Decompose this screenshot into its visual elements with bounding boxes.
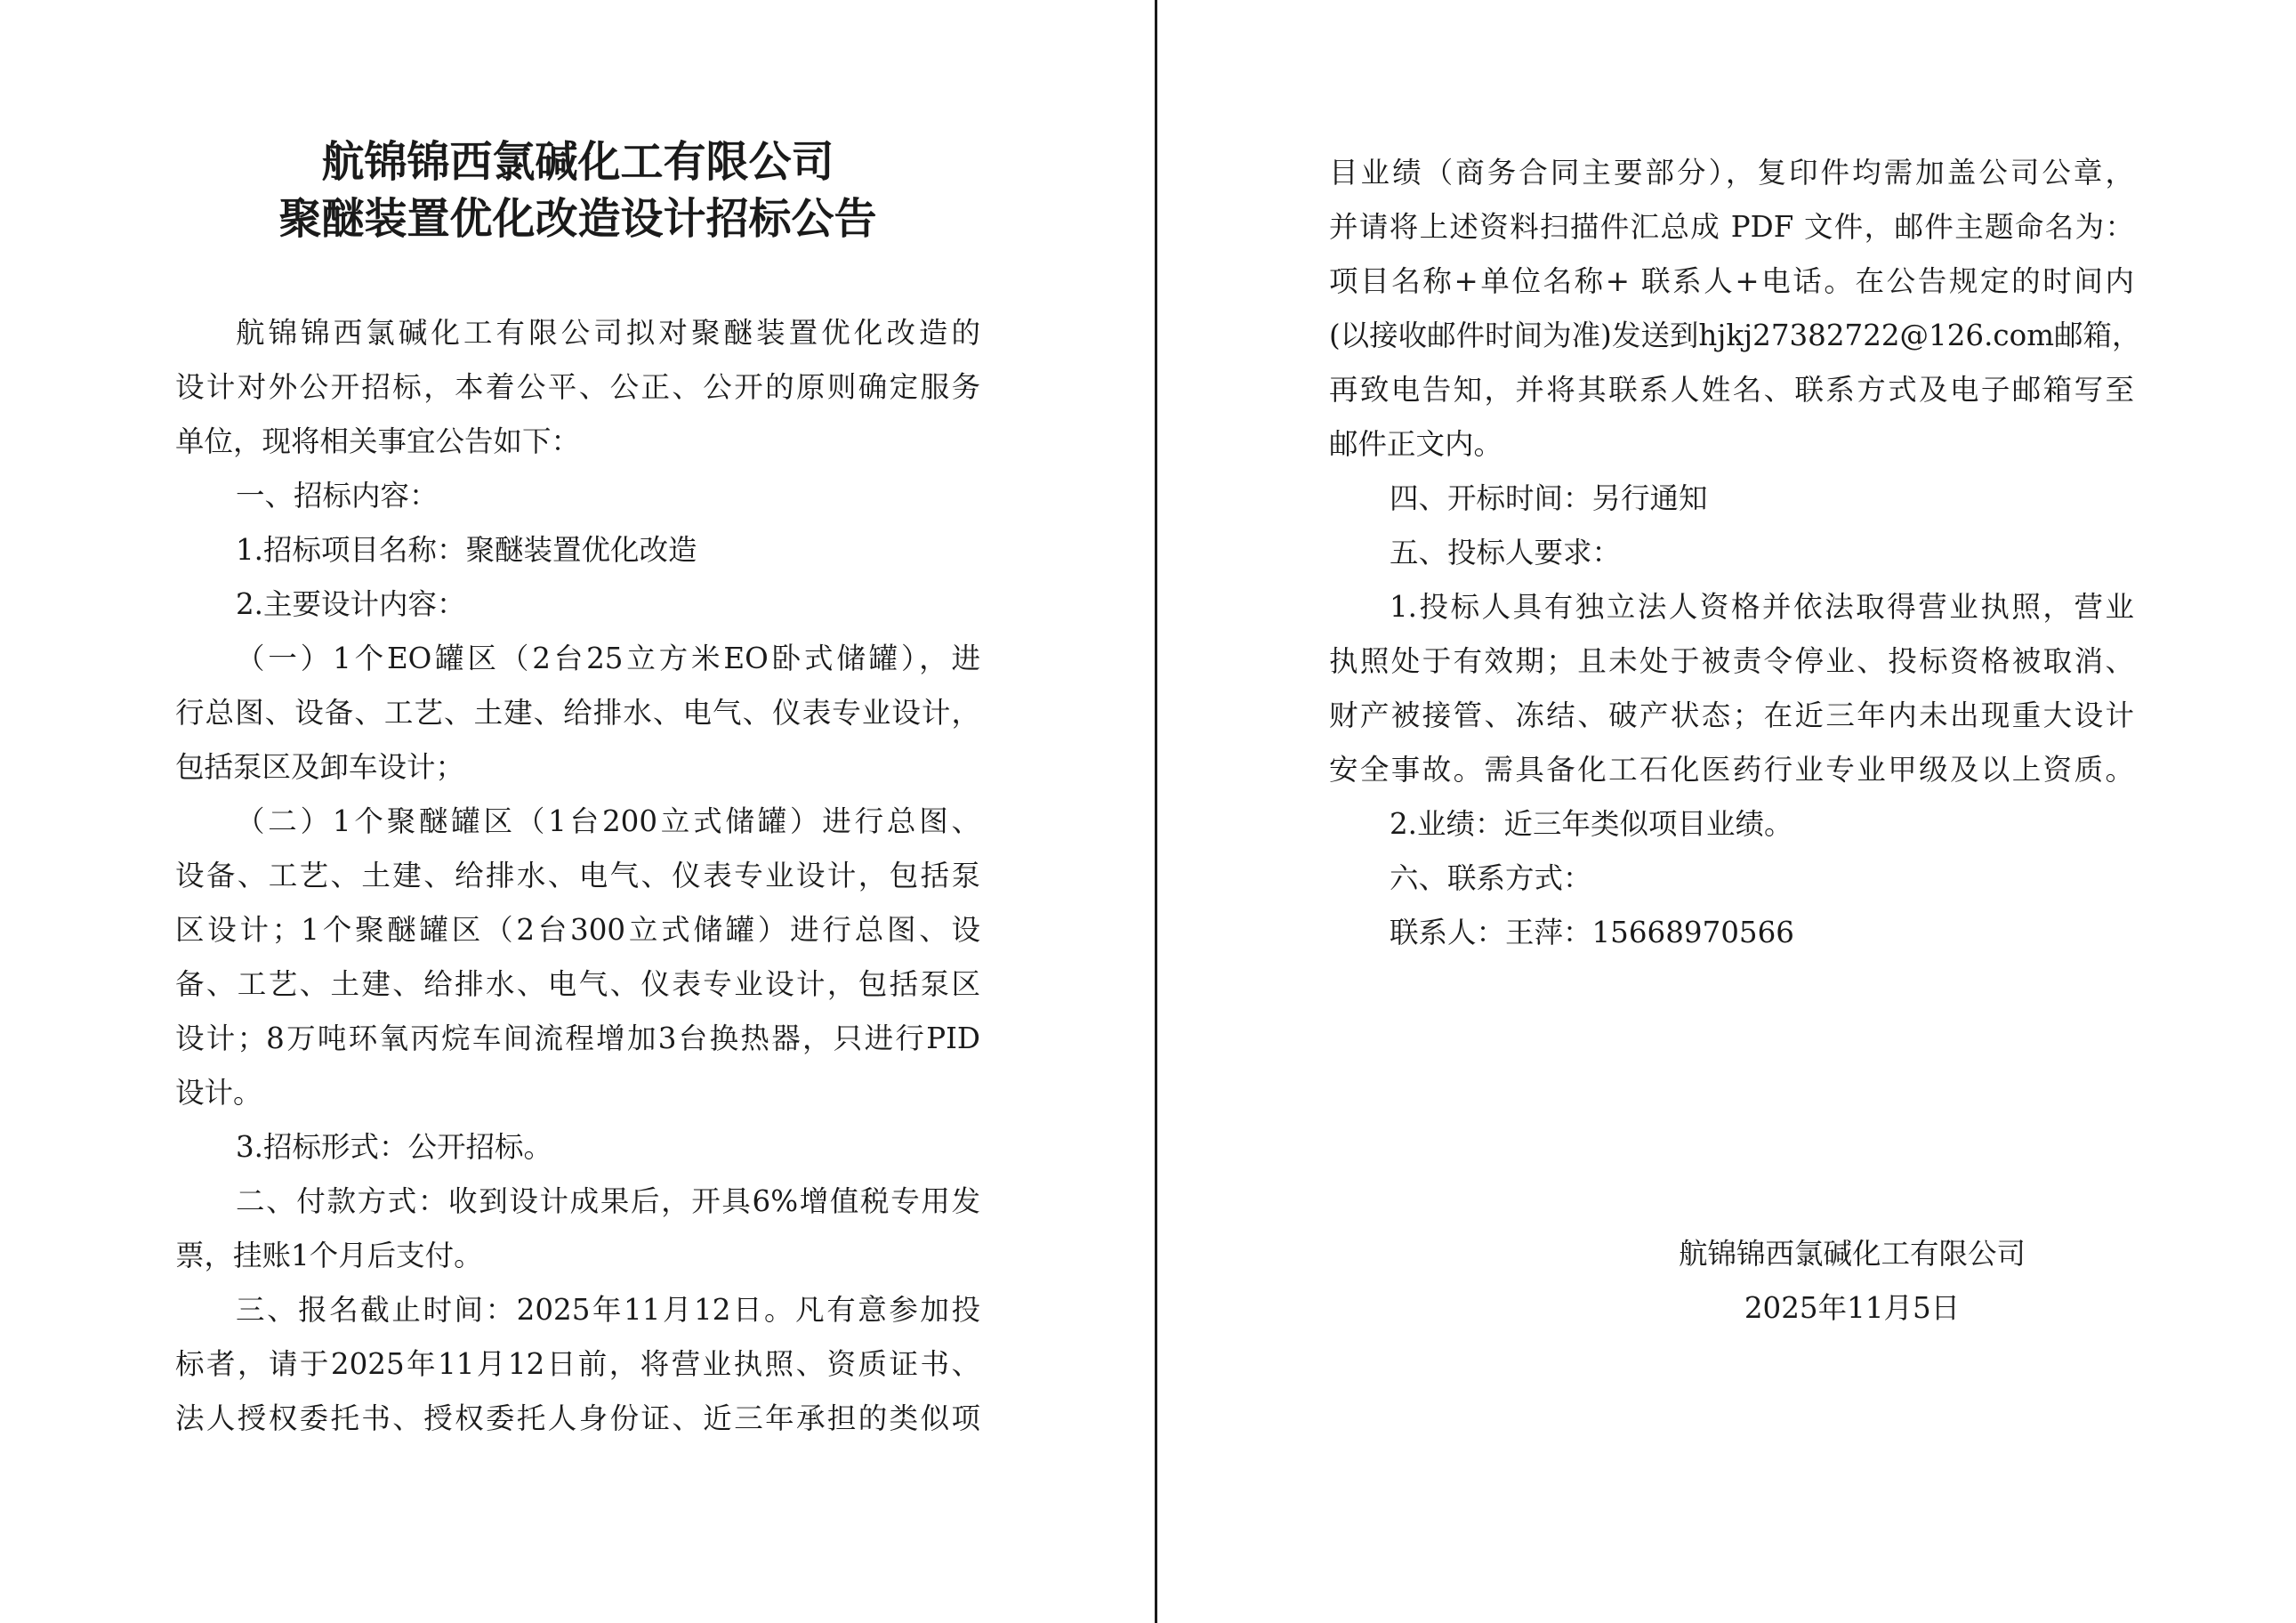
body-text-line: 3.招标形式：公开招标。 (236, 1130, 553, 1164)
body-text-line: 三、报名截止时间：2025年11月12日。凡有意参加投 (236, 1293, 980, 1327)
body-text-line: 包括泵区及卸车设计； (175, 750, 465, 784)
signature-company: 航锦锦西氯碱化工有限公司 (1678, 1237, 2026, 1271)
body-text-line: 一、招标内容： (236, 479, 439, 513)
body-text-line: 五、投标人要求： (1390, 536, 1622, 569)
body-text-line: 法人授权委托书、授权委托人身份证、近三年承担的类似项 (175, 1401, 980, 1435)
body-text-line: 并请将上述资料扫描件汇总成 PDF 文件，邮件主题命名为： (1329, 210, 2134, 244)
body-text-line: （二）1个聚醚罐区（1台200立式储罐）进行总图、 (236, 804, 980, 838)
body-text-line: 票，挂账1个月后支付。 (175, 1239, 483, 1272)
body-text-line: 区设计；1个聚醚罐区（2台300立式储罐）进行总图、设 (175, 913, 980, 947)
body-text-line: 目业绩（商务合同主要部分），复印件均需加盖公司公章， (1329, 156, 2134, 190)
body-text-line: 备、工艺、土建、给排水、电气、仪表专业设计，包括泵区 (175, 967, 980, 1001)
body-text-line: 设计；8万吨环氧丙烷车间流程增加3台换热器，只进行PID (175, 1021, 980, 1055)
body-text-line: 邮件正文内。 (1329, 427, 1503, 461)
body-text-line: 设计。 (175, 1076, 262, 1110)
body-text-line: 六、联系方式： (1390, 861, 1592, 895)
body-text-line: 航锦锦西氯碱化工有限公司拟对聚醚装置优化改造的 (236, 316, 980, 350)
body-text-line: 安全事故。需具备化工石化医药行业专业甲级及以上资质。 (1329, 753, 2134, 787)
page-divider (1155, 0, 1157, 1623)
document-title-line-1: 航锦锦西氯碱化工有限公司 (321, 137, 834, 187)
body-text-line: 执照处于有效期；且未处于被责令停业、投标资格被取消、 (1329, 644, 2134, 678)
body-text-line: 2.主要设计内容： (236, 587, 466, 621)
body-text-line: 单位，现将相关事宜公告如下： (175, 424, 581, 458)
body-text-line: 项目名称+单位名称+ 联系人+电话。在公告规定的时间内 (1329, 264, 2134, 298)
body-text-line: 1.投标人具有独立法人资格并依法取得营业执照，营业 (1390, 590, 2134, 624)
body-text-line: 联系人：王萍：15668970566 (1390, 916, 1794, 949)
body-text-line: 设计对外公开招标，本着公平、公正、公开的原则确定服务 (175, 370, 980, 404)
body-text-line: (以接收邮件时间为准)发送到hjkj27382722@126.com邮箱， (1329, 319, 2141, 352)
document-title-line-2: 聚醚装置优化改造设计招标公告 (278, 194, 877, 244)
body-text-line: 行总图、设备、工艺、土建、给排水、电气、仪表专业设计， (175, 696, 980, 730)
body-text-line: 标者，请于2025年11月12日前，将营业执照、资质证书、 (175, 1347, 980, 1381)
body-text-line: 四、开标时间：另行通知 (1390, 481, 1708, 515)
signature-date: 2025年11月5日 (1744, 1291, 1961, 1325)
body-text-line: 财产被接管、冻结、破产状态；在近三年内未出现重大设计 (1329, 698, 2134, 732)
body-text-line: 二、付款方式：收到设计成果后，开具6%增值税专用发 (236, 1184, 980, 1218)
body-text-line: 1.招标项目名称：聚醚装置优化改造 (236, 533, 697, 567)
body-text-line: 再致电告知，并将其联系人姓名、联系方式及电子邮箱写至 (1329, 373, 2134, 407)
body-text-line: 设备、工艺、土建、给排水、电气、仪表专业设计，包括泵 (175, 859, 980, 892)
body-text-line: （一）1个EO罐区（2台25立方米EO卧式储罐），进 (236, 642, 980, 675)
body-text-line: 2.业绩：近三年类似项目业绩。 (1390, 807, 1793, 841)
